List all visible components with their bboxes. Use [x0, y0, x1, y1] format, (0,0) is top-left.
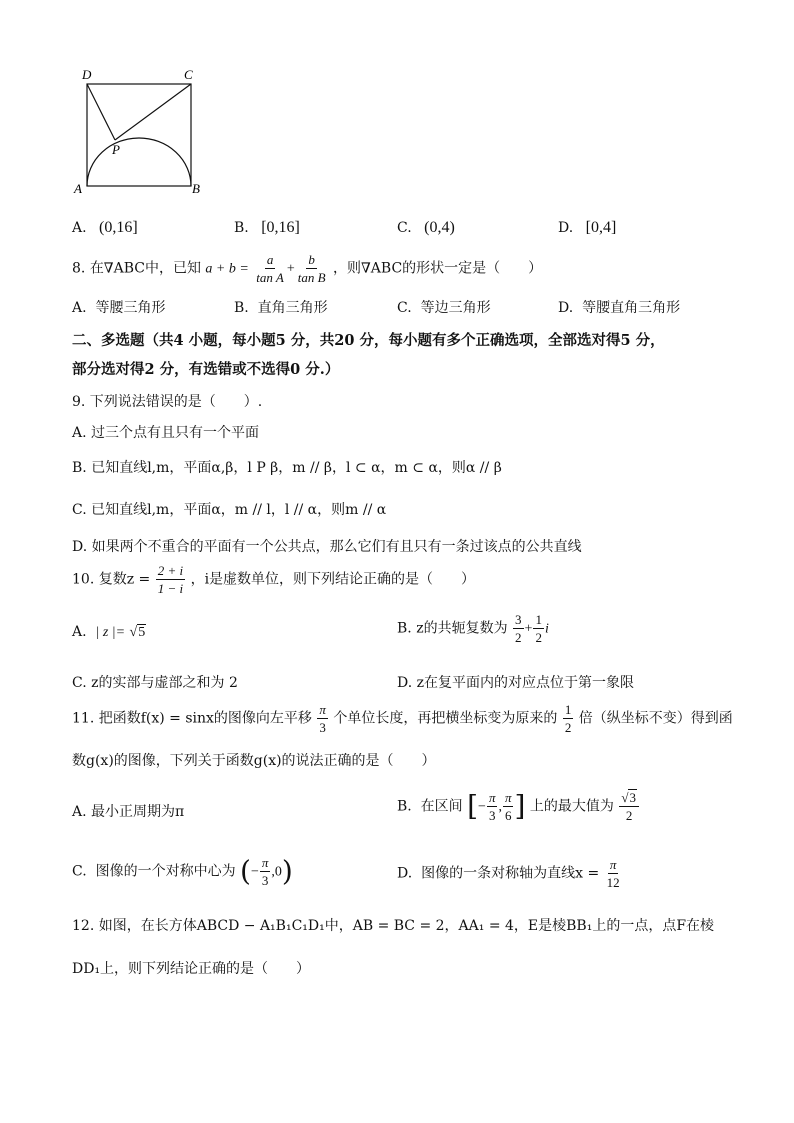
q11-stem-cont: 数g(x)的图像，下列关于函数g(x)的说法正确的是（ ）: [72, 753, 436, 769]
q11-option-a: A. 最小正周期为π: [72, 804, 185, 820]
label-b: B: [192, 181, 200, 196]
q10-option-b: B. z的共轭复数为 $\frac{3}{2}$ + $\frac{1}{2}$ i: [397, 612, 549, 645]
sqrt-5: √5: [129, 625, 146, 640]
left-bracket: [: [467, 789, 479, 823]
q9-stem: 9. 下列说法错误的是（ ）.: [72, 394, 263, 410]
q10-option-c: C. z的实部与虚部之和为 2: [72, 675, 238, 691]
label-p: P: [112, 142, 120, 157]
q7-option-c: C. (0,4): [397, 219, 455, 236]
q10-stem: 10. 复数z = $\frac{2 + i}{1 - i}$ ，i是虚数单位，则下列结论正确的是（ ）: [72, 563, 476, 596]
label-a: A: [74, 181, 82, 196]
q11-stem: 11. 把函数f(x) = sinx的图像向左平移 $\frac{\pi}{3}$ 个单位长度，再把横坐标变为原来的 $\frac{1}{2}$ 倍（纵坐标不变）得到函: [72, 702, 733, 735]
section-2-heading: 二、多选题（共4 小题，每小题5 分，共20 分，每小题有多个正确选项，全部选对得5 分，: [72, 332, 665, 349]
q8-frac-a: $\frac{a}{\text{tan A}}$: [256, 252, 284, 285]
q8-frac-b: $\frac{b}{\text{tan B}}$: [297, 252, 326, 285]
q11-option-d: D. 图像的一条对称轴为直线x = $\frac{\pi}{12}$: [397, 857, 620, 890]
q12-stem-cont: DD₁上，则下列结论正确的是（ ）: [72, 961, 311, 977]
q8-stem: 8. 在∇ABC中，已知 a + b = $\frac{a}{\text{tan A}}$ + $\frac{b}{\text{tan B}}$ ，则∇ABC的形状一定是（ ）: [72, 252, 543, 285]
q7-option-a: A. (0,16]: [72, 219, 138, 236]
q11-option-c: C. 图像的一个对称中心为 (− $\frac{\pi}{3}$ ,0): [72, 854, 293, 888]
section-2-heading-cont: 部分选对得2 分，有选错或不选得0 分.）: [72, 361, 340, 378]
semicircle-ab: [87, 138, 191, 186]
q7-option-d: D. [0,4]: [558, 219, 617, 236]
q10-option-a: A. | z |= √5: [72, 624, 146, 640]
q11-option-b: B. 在区间 [− $\frac{\pi}{3}$ , $\frac{\pi}{6}$ ] 上的最大值为 $\frac{√3}{2}$: [397, 790, 640, 823]
square-abcd: [87, 84, 191, 186]
q9-option-b: B. 已知直线l,m，平面α,β，l P β，m // β，l ⊂ α，m ⊂ α，则α // β: [72, 460, 502, 476]
label-c: C: [184, 67, 193, 82]
q10-option-d: D. z在复平面内的对应点位于第一象限: [397, 675, 635, 691]
q8-option-c: C. 等边三角形: [397, 300, 491, 316]
q12-stem: 12. 如图，在长方体ABCD − A₁B₁C₁D₁中，AB = BC = 2，AA₁ = 4，E是棱BB₁上的一点，点F在棱: [72, 918, 715, 934]
q7-option-b: B. [0,16]: [234, 219, 300, 236]
label-d: D: [82, 67, 92, 82]
q8-option-d: D. 等腰直角三角形: [558, 300, 681, 316]
q8-option-a: A. 等腰三角形: [72, 300, 166, 316]
square-semicircle-figure: [72, 62, 212, 202]
q9-option-a: A. 过三个点有且只有一个平面: [72, 425, 260, 441]
segment-dp: [87, 84, 115, 140]
q9-option-c: C. 已知直线l,m，平面α，m // l，l // α，则m // α: [72, 502, 387, 518]
segment-cp: [115, 84, 191, 140]
q10-frac: $\frac{2 + i}{1 - i}$: [157, 563, 184, 596]
q9-option-d: D. 如果两个不重合的平面有一个公共点，那么它们有且只有一条过该点的公共直线: [72, 539, 582, 555]
q8-option-b: B. 直角三角形: [234, 300, 328, 316]
right-bracket: ]: [514, 789, 526, 823]
